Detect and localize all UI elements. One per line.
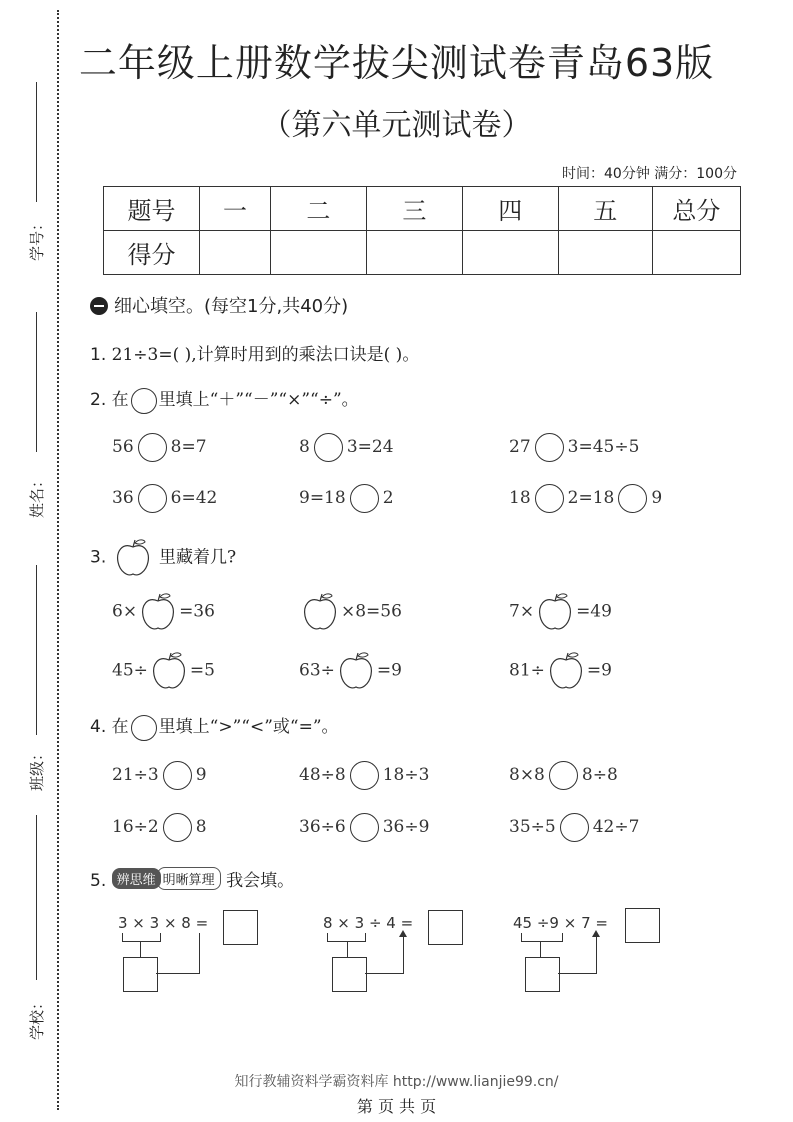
score-header-cell: 总分 bbox=[652, 187, 740, 231]
eq-left: 63÷ bbox=[299, 660, 335, 681]
section-1-heading bbox=[90, 292, 348, 318]
connector-line bbox=[365, 973, 404, 974]
score-table bbox=[103, 186, 741, 275]
answer-box[interactable] bbox=[332, 957, 367, 992]
eq-right: =49 bbox=[576, 601, 612, 622]
q2-item bbox=[299, 484, 394, 513]
eq-right: 42÷7 bbox=[592, 817, 640, 837]
score-header-cell: 题号 bbox=[104, 187, 200, 231]
q5-expression: 8 × 3 ÷ 4 = bbox=[323, 914, 414, 932]
question-3 bbox=[90, 538, 236, 578]
score-cell[interactable] bbox=[270, 231, 366, 275]
score-cell[interactable] bbox=[558, 231, 652, 275]
q5-expression: 3 × 3 × 8 = bbox=[118, 914, 209, 932]
connector-line bbox=[540, 941, 541, 958]
eq-right: 18÷3 bbox=[382, 765, 430, 785]
footer-source: 知行教辅资料学霸资料库 http://www.lianjie99.cn/ bbox=[234, 1074, 559, 1090]
q2-item bbox=[299, 433, 394, 462]
question-4-pre: 在 bbox=[111, 717, 129, 737]
eq-right: =36 bbox=[179, 601, 215, 622]
answer-circle[interactable] bbox=[138, 484, 167, 513]
circle-icon bbox=[131, 388, 157, 414]
connector-line bbox=[122, 941, 161, 942]
score-table-score-row bbox=[104, 231, 741, 275]
score-cell[interactable] bbox=[199, 231, 270, 275]
eq-left: 8 bbox=[299, 437, 310, 457]
time-info: 时间：40分钟 满分：100分 bbox=[562, 166, 737, 182]
answer-circle[interactable] bbox=[535, 433, 564, 462]
reasoning-tag: 明晰算理 bbox=[157, 867, 221, 890]
eq-right: 36÷9 bbox=[382, 817, 430, 837]
page-title: 二年级上册数学拔尖测试卷青岛63版 bbox=[78, 41, 715, 85]
score-header-cell: 三 bbox=[366, 187, 462, 231]
eq-right: 3=45÷5 bbox=[567, 437, 640, 457]
class-line bbox=[36, 565, 37, 735]
connector-line bbox=[521, 941, 563, 942]
apple-answer-icon[interactable] bbox=[139, 592, 177, 632]
question-1-text: 21÷3=( ),计算时用到的乘法口诀是( )。 bbox=[111, 345, 420, 365]
score-cell[interactable] bbox=[366, 231, 462, 275]
arrow-up-icon bbox=[592, 930, 600, 937]
question-5 bbox=[90, 866, 294, 891]
question-2-pre: 在 bbox=[111, 390, 129, 410]
thinking-tag: 辨思维 bbox=[112, 868, 161, 889]
q4-item bbox=[112, 813, 207, 842]
circle-icon bbox=[131, 715, 157, 741]
connector-line bbox=[140, 941, 141, 958]
eq-right: 9 bbox=[651, 488, 663, 508]
question-4-post: 里填上“>”“<”或“=”。 bbox=[158, 717, 339, 737]
eq-left: 36÷6 bbox=[299, 817, 346, 837]
answer-circle[interactable] bbox=[163, 813, 192, 842]
connector-line bbox=[596, 935, 597, 974]
eq-right: 9 bbox=[195, 765, 207, 785]
class-label: 班级： bbox=[28, 745, 47, 792]
q3-item bbox=[112, 592, 215, 632]
answer-box[interactable] bbox=[428, 910, 463, 945]
score-cell[interactable] bbox=[652, 231, 740, 275]
answer-circle[interactable] bbox=[314, 433, 343, 462]
eq-right: ×8=56 bbox=[341, 601, 402, 622]
apple-icon bbox=[114, 538, 152, 578]
binding-dotted-line bbox=[57, 10, 59, 1110]
question-number: 2. bbox=[90, 390, 107, 410]
question-number: 1. bbox=[90, 345, 107, 365]
answer-box[interactable] bbox=[123, 957, 158, 992]
apple-answer-icon[interactable] bbox=[150, 651, 188, 691]
q3-item bbox=[112, 651, 215, 691]
q4-item bbox=[299, 761, 429, 790]
score-row-label: 得分 bbox=[104, 231, 200, 275]
answer-circle[interactable] bbox=[549, 761, 578, 790]
eq-right: 6=42 bbox=[170, 488, 218, 508]
answer-circle[interactable] bbox=[138, 433, 167, 462]
q2-item bbox=[509, 484, 662, 513]
eq-left: 16÷2 bbox=[112, 817, 159, 837]
q3-item bbox=[299, 651, 402, 691]
q2-item bbox=[509, 433, 639, 462]
score-table-header-row bbox=[104, 187, 741, 231]
apple-answer-icon[interactable] bbox=[547, 651, 585, 691]
q5-expression: 45 ÷9 × 7 = bbox=[513, 914, 608, 932]
eq-right: 8=7 bbox=[170, 437, 207, 457]
name-line bbox=[36, 312, 37, 452]
score-header-cell: 五 bbox=[558, 187, 652, 231]
answer-circle[interactable] bbox=[350, 813, 379, 842]
eq-left: 18 bbox=[509, 488, 531, 508]
answer-circle[interactable] bbox=[163, 761, 192, 790]
connector-line bbox=[558, 973, 597, 974]
eq-left: 27 bbox=[509, 437, 531, 457]
question-2 bbox=[90, 385, 359, 414]
q4-item bbox=[299, 813, 429, 842]
q2-item bbox=[112, 433, 207, 462]
question-number: 3. bbox=[90, 547, 107, 568]
eq-left: 35÷5 bbox=[509, 817, 556, 837]
question-3-post: 里藏着几? bbox=[159, 547, 237, 568]
answer-box[interactable] bbox=[625, 908, 660, 943]
eq-left: 81÷ bbox=[509, 660, 545, 681]
answer-box[interactable] bbox=[223, 910, 258, 945]
connector-line bbox=[403, 935, 404, 974]
answer-circle[interactable] bbox=[350, 484, 379, 513]
name-label: 姓名： bbox=[28, 472, 47, 519]
q4-item bbox=[112, 761, 207, 790]
connector-line bbox=[347, 941, 348, 958]
eq-right: =9 bbox=[586, 660, 612, 681]
score-cell[interactable] bbox=[462, 231, 558, 275]
eq-left: 21÷3 bbox=[112, 765, 159, 785]
student-id-label: 学号： bbox=[28, 215, 47, 262]
question-5-post: 我会填。 bbox=[226, 871, 295, 891]
eq-mid: 2=18 bbox=[567, 488, 615, 508]
eq-left: 36 bbox=[112, 488, 134, 508]
eq-right: =5 bbox=[189, 660, 215, 681]
eq-right: 8÷8 bbox=[581, 765, 618, 785]
eq-right: 3=24 bbox=[346, 437, 394, 457]
apple-answer-icon[interactable] bbox=[536, 592, 574, 632]
connector-line bbox=[156, 973, 200, 974]
answer-circle[interactable] bbox=[618, 484, 647, 513]
school-label: 学校： bbox=[28, 994, 47, 1041]
q2-item bbox=[112, 484, 217, 513]
eq-left: 8×8 bbox=[509, 765, 545, 785]
eq-left: 9=18 bbox=[299, 488, 346, 508]
question-number: 4. bbox=[90, 717, 107, 737]
score-header-cell: 一 bbox=[199, 187, 270, 231]
eq-left: 56 bbox=[112, 437, 134, 457]
answer-circle[interactable] bbox=[350, 761, 379, 790]
q3-item bbox=[509, 651, 612, 691]
arrow-up-icon bbox=[399, 930, 407, 937]
q4-item bbox=[509, 813, 639, 842]
page-counter: 第 页 共 页 bbox=[356, 1097, 437, 1116]
eq-left: 45÷ bbox=[112, 660, 148, 681]
answer-circle[interactable] bbox=[560, 813, 589, 842]
question-number: 5. bbox=[90, 871, 107, 891]
eq-right: 8 bbox=[195, 817, 207, 837]
apple-answer-icon[interactable] bbox=[301, 592, 339, 632]
answer-circle[interactable] bbox=[535, 484, 564, 513]
connector-line bbox=[199, 933, 200, 974]
apple-answer-icon[interactable] bbox=[337, 651, 375, 691]
answer-box[interactable] bbox=[525, 957, 560, 992]
q4-item bbox=[509, 761, 618, 790]
eq-left: 6× bbox=[112, 601, 138, 622]
section-number-icon bbox=[90, 297, 108, 315]
eq-left: 48÷8 bbox=[299, 765, 346, 785]
score-header-cell: 四 bbox=[462, 187, 558, 231]
q3-item bbox=[509, 592, 612, 632]
score-header-cell: 二 bbox=[270, 187, 366, 231]
question-2-post: 里填上“＋”“－”“×”“÷”。 bbox=[158, 390, 359, 410]
school-line bbox=[36, 815, 37, 980]
page-subtitle: （第六单元测试卷） bbox=[261, 108, 532, 143]
q3-item bbox=[299, 592, 402, 632]
eq-right: =9 bbox=[376, 660, 402, 681]
question-4 bbox=[90, 712, 339, 741]
eq-left: 7× bbox=[509, 601, 535, 622]
eq-right: 2 bbox=[382, 488, 394, 508]
section-1-title: 细心填空。(每空1分,共40分) bbox=[114, 296, 349, 317]
question-1 bbox=[90, 340, 419, 365]
